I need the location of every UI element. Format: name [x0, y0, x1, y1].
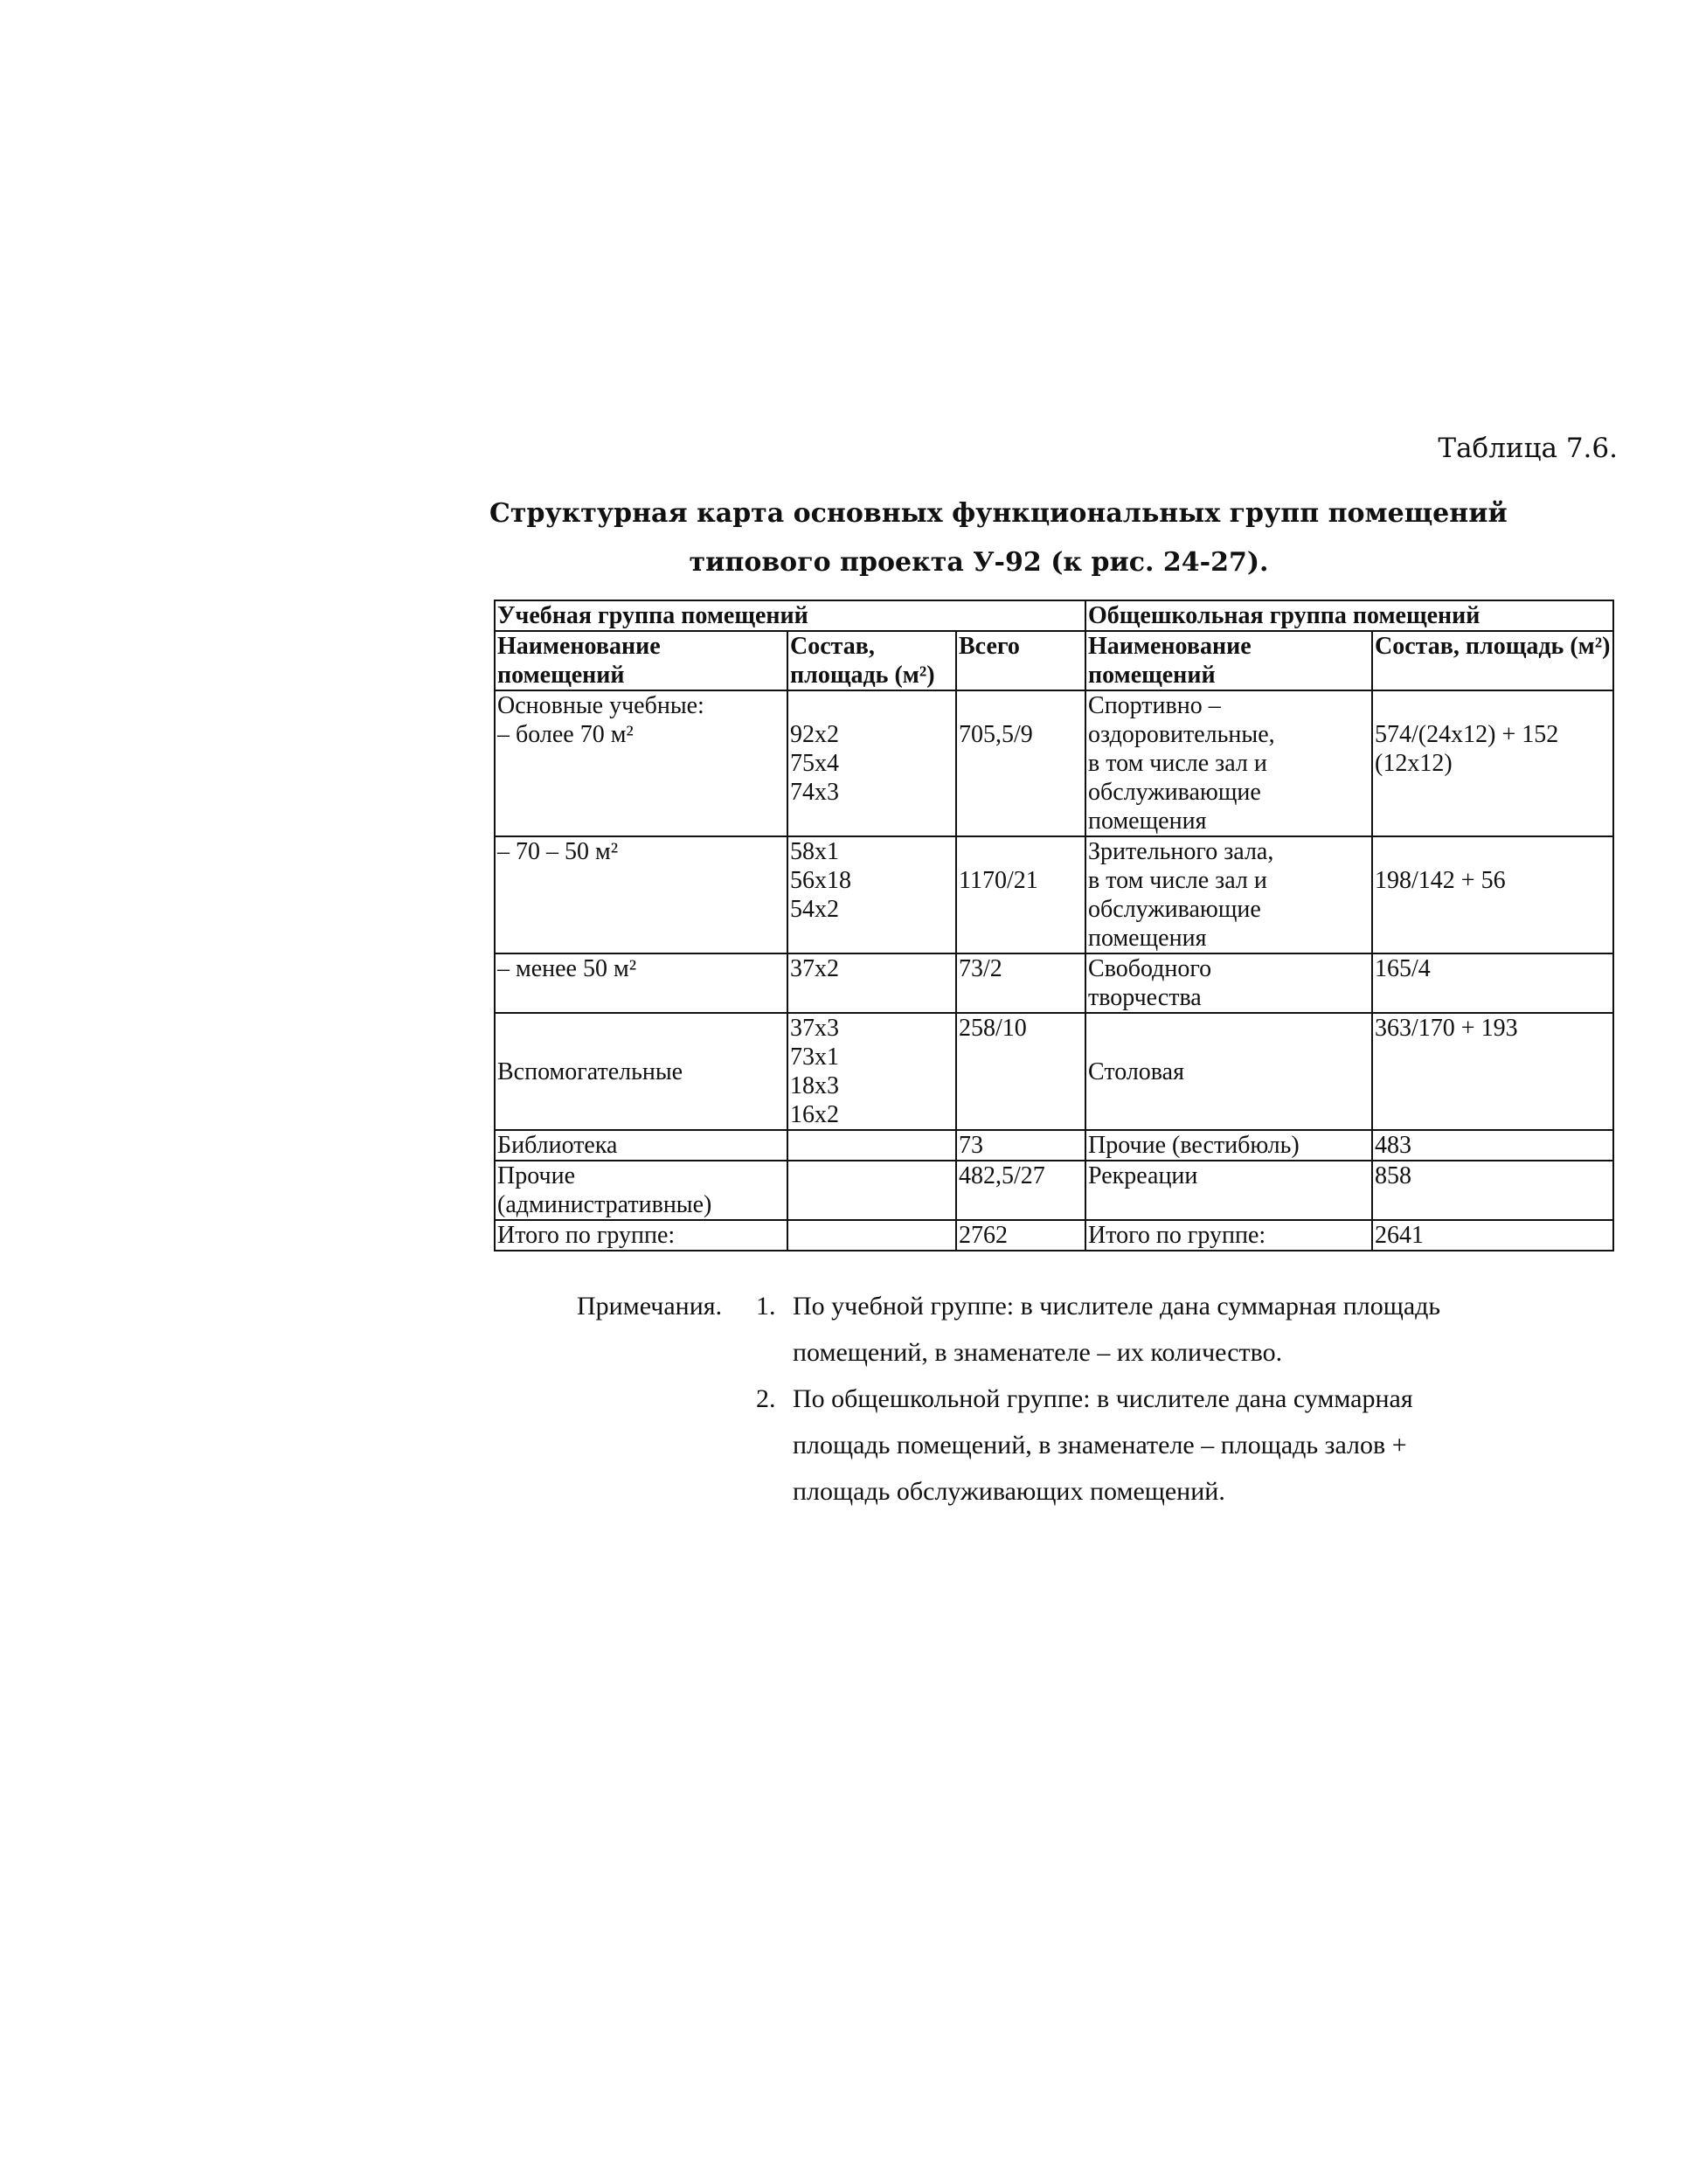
cell-line [790, 1161, 953, 1190]
cell-total-left [956, 953, 1085, 1013]
cell-total-left [956, 1130, 1085, 1161]
cell-line [790, 1131, 953, 1160]
cell-line: 165/4 [1375, 955, 1431, 982]
column-header-composition-right: Состав, площадь (м²) [1372, 631, 1613, 690]
cell-line: 73/2 [959, 955, 1002, 982]
cell-total-left [956, 836, 1085, 953]
cell-line: 74x3 [790, 779, 839, 806]
cell-name-right [1085, 690, 1372, 836]
cell-line: Столовая [1088, 1057, 1184, 1085]
cell-line: 483 [1375, 1132, 1412, 1159]
cell-line [959, 837, 1083, 866]
cell-composition-right [1372, 1130, 1613, 1161]
cell-name-right [1085, 836, 1372, 953]
note-continuation: площадь помещений, в знаменателе – площадь залов + [793, 1431, 1407, 1459]
note-continuation: помещений, в знаменателе – их количество. [793, 1338, 1283, 1367]
cell-line: Библиотека [497, 1132, 618, 1159]
cell-name-left [495, 1220, 787, 1251]
cell-total-left [956, 690, 1085, 836]
cell-composition-left [787, 1130, 956, 1161]
cell-line: Основные учебные: [497, 692, 704, 719]
cell-line: Прочие (вестибюль) [1088, 1132, 1300, 1159]
cell-line: (12x12) [1375, 750, 1453, 777]
cell-line: 18x3 [790, 1072, 839, 1099]
column-header-total: Всего [956, 631, 1085, 690]
note-number: 1. [756, 1292, 776, 1321]
cell-line: 73 [959, 1132, 983, 1159]
document-title [489, 489, 1508, 587]
cell-line: в том числе зал и [1088, 867, 1267, 894]
cell-line [790, 691, 953, 720]
cell-line: помещения [1088, 925, 1207, 952]
cell-line: Итого по группе: [497, 1222, 676, 1249]
cell-line: 58x1 [790, 838, 839, 865]
cell-composition-left [787, 1161, 956, 1220]
note-continuation: площадь обслуживающих помещений. [793, 1477, 1225, 1506]
table-label: Таблица 7.6. [1438, 433, 1618, 464]
cell-line: 16x2 [790, 1101, 839, 1128]
cell-name-left [495, 690, 787, 836]
cell-line: 37x2 [790, 955, 839, 982]
table-row [495, 1130, 1613, 1161]
cell-composition-left [787, 1220, 956, 1251]
cell-line: 56x18 [790, 867, 851, 894]
cell-composition-left [787, 1013, 956, 1130]
cell-composition-right [1372, 953, 1613, 1013]
cell-line: 37x3 [790, 1015, 839, 1042]
cell-line: в том числе зал и [1088, 750, 1267, 777]
cell-total-left [956, 1013, 1085, 1130]
cell-line [790, 1221, 953, 1250]
cell-line: 198/142 + 56 [1375, 867, 1506, 894]
cell-line: оздоровительные, [1088, 721, 1275, 748]
cell-name-left [495, 1130, 787, 1161]
cell-line: 858 [1375, 1162, 1412, 1189]
cell-name-right [1085, 1130, 1372, 1161]
cell-total-left [956, 1220, 1085, 1251]
cell-line: Вспомогательные [497, 1057, 683, 1085]
cell-line [1375, 691, 1611, 720]
cell-line: – более 70 м² [497, 721, 634, 748]
cell-line: помещения [1088, 808, 1207, 835]
cell-line: 363/170 + 193 [1375, 1015, 1518, 1042]
cell-line: Зрительного зала, [1088, 838, 1274, 865]
cell-name-left [495, 1013, 787, 1130]
cell-line [959, 691, 1083, 720]
cell-composition-left [787, 836, 956, 953]
cell-line: 482,5/27 [959, 1162, 1045, 1189]
cell-composition-left [787, 953, 956, 1013]
table-row [495, 1220, 1613, 1251]
group-left-header: Учебная группа помещений [495, 600, 1085, 631]
column-header-name-left: Наименование помещений [495, 631, 787, 690]
cell-name-right [1085, 953, 1372, 1013]
cell-line: Рекреации [1088, 1162, 1198, 1189]
cell-line [1375, 837, 1611, 866]
column-header-composition-left: Состав, площадь (м²) [787, 631, 956, 690]
cell-composition-right [1372, 836, 1613, 953]
table-row [495, 1161, 1613, 1220]
cell-total-left [956, 1161, 1085, 1220]
cell-line: обслуживающие [1088, 896, 1261, 923]
cell-name-left [495, 836, 787, 953]
cell-composition-right [1372, 1013, 1613, 1130]
group-right-header: Общешкольная группа помещений [1085, 600, 1613, 631]
cell-line: Прочие [497, 1162, 575, 1189]
cell-line: – менее 50 м² [497, 955, 637, 982]
cell-composition-left [787, 690, 956, 836]
title-line: типового проекта У-92 (к рис. 24-27). [689, 547, 1269, 578]
cell-line: – 70 – 50 м² [497, 838, 619, 865]
cell-line: (административные) [497, 1191, 712, 1218]
cell-line: Спортивно – [1088, 692, 1221, 719]
cell-line: 92x2 [790, 721, 839, 748]
cell-name-right [1085, 1220, 1372, 1251]
cell-line: Свободного [1088, 955, 1212, 982]
cell-name-right [1085, 1013, 1372, 1130]
notes-prefix: Примечания. [577, 1292, 723, 1321]
note-text: По общешкольной группе: в числителе дана суммарная [793, 1384, 1413, 1413]
cell-line: творчества [1088, 984, 1202, 1011]
column-header-name-right: Наименование помещений [1085, 631, 1372, 690]
cell-name-right [1085, 1161, 1372, 1220]
cell-line: 705,5/9 [959, 721, 1033, 748]
cell-composition-right [1372, 1161, 1613, 1220]
cell-line: обслуживающие [1088, 779, 1261, 806]
note-number: 2. [756, 1384, 776, 1413]
cell-line: Итого по группе: [1088, 1222, 1266, 1249]
cell-line: 574/(24x12) + 152 [1375, 721, 1559, 748]
cell-name-left [495, 953, 787, 1013]
cell-line: 75x4 [790, 750, 839, 777]
table-row [495, 953, 1613, 1013]
column-header-row [495, 631, 1613, 690]
cell-composition-right [1372, 690, 1613, 836]
cell-line: 1170/21 [959, 867, 1038, 894]
table-row [495, 836, 1613, 953]
note-text: По учебной группе: в числителе дана суммарная площадь [793, 1292, 1441, 1321]
cell-line: 2641 [1375, 1222, 1425, 1249]
cell-composition-right [1372, 1220, 1613, 1251]
notes [577, 1283, 1626, 1515]
cell-name-left [495, 1161, 787, 1220]
table-row [495, 1013, 1613, 1130]
group-header-row [495, 600, 1613, 631]
cell-line: 258/10 [959, 1015, 1027, 1042]
title-line: Структурная карта основных функциональных групп помещений [489, 498, 1508, 529]
cell-line: 2762 [959, 1222, 1008, 1249]
table-row [495, 690, 1613, 836]
cell-line: 54x2 [790, 896, 839, 923]
cell-line: 73x1 [790, 1043, 839, 1071]
functional-groups-table [494, 600, 1614, 1251]
